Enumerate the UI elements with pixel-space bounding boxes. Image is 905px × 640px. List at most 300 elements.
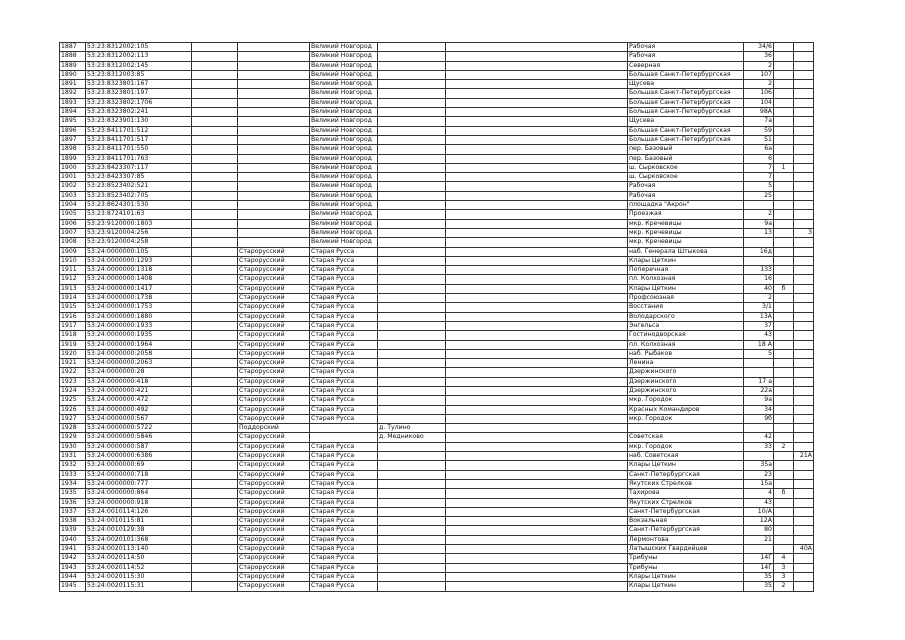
col-blank-wide-cell — [446, 228, 628, 237]
col-blank-wide-cell — [446, 117, 628, 126]
cadastral-number-cell: 53:23:8312002:113 — [86, 52, 192, 61]
table-row — [60, 89, 814, 98]
cadastral-number-cell: 53:23:8312002:145 — [86, 61, 192, 70]
extra-cell — [794, 377, 814, 386]
extra-cell — [794, 275, 814, 284]
city-cell: Великий Новгород — [310, 228, 378, 237]
table-row — [60, 526, 814, 535]
row-number-cell: 1897 — [60, 135, 86, 144]
building-cell — [774, 238, 794, 247]
col-blank-wide-cell — [446, 535, 628, 544]
table-row — [60, 470, 814, 479]
settlement-cell — [378, 135, 446, 144]
district-cell: Старорусский — [238, 470, 310, 479]
city-cell: Великий Новгород — [310, 238, 378, 247]
district-cell — [238, 80, 310, 89]
house-number-cell: 14Г — [744, 554, 774, 563]
table-row — [60, 201, 814, 210]
extra-cell — [794, 470, 814, 479]
settlement-cell: д. Тулино — [378, 424, 446, 433]
extra-cell — [794, 163, 814, 172]
col-blank-wide-cell — [446, 572, 628, 581]
building-cell — [774, 470, 794, 479]
district-cell: Старорусский — [238, 498, 310, 507]
city-cell: Старая Русса — [310, 247, 378, 256]
street-cell: Большая Санкт-Петербургская — [628, 108, 744, 117]
extra-cell: 3 — [794, 228, 814, 237]
district-cell — [238, 43, 310, 52]
district-cell — [238, 61, 310, 70]
city-cell: Старая Русса — [310, 470, 378, 479]
extra-cell — [794, 498, 814, 507]
building-cell — [774, 517, 794, 526]
house-number-cell: 10/А — [744, 507, 774, 516]
table-row — [60, 61, 814, 70]
table-row — [60, 554, 814, 563]
street-cell: пл. Колхозная — [628, 275, 744, 284]
house-number-cell: 22а — [744, 386, 774, 395]
house-number-cell: 16д — [744, 247, 774, 256]
house-number-cell: 80 — [744, 526, 774, 535]
row-number-cell: 1941 — [60, 545, 86, 554]
city-cell: Великий Новгород — [310, 80, 378, 89]
col-blank-cell — [192, 517, 238, 526]
extra-cell — [794, 89, 814, 98]
col-blank-cell — [192, 545, 238, 554]
col-blank-wide-cell — [446, 582, 628, 591]
table-row — [60, 433, 814, 442]
col-blank-cell — [192, 507, 238, 516]
district-cell: Старорусский — [238, 545, 310, 554]
building-cell — [774, 359, 794, 368]
table-row — [60, 173, 814, 182]
col-blank-wide-cell — [446, 470, 628, 479]
settlement-cell — [378, 517, 446, 526]
house-number-cell: 33 — [744, 442, 774, 451]
street-cell: Большая Санкт-Петербургская — [628, 98, 744, 107]
district-cell: Старорусский — [238, 303, 310, 312]
col-blank-cell — [192, 247, 238, 256]
extra-cell — [794, 145, 814, 154]
col-blank-wide-cell — [446, 247, 628, 256]
building-cell — [774, 340, 794, 349]
row-number-cell: 1916 — [60, 312, 86, 321]
house-number-cell: 7а — [744, 117, 774, 126]
row-number-cell: 1889 — [60, 61, 86, 70]
city-cell: Старая Русса — [310, 340, 378, 349]
district-cell: Старорусский — [238, 266, 310, 275]
col-blank-cell — [192, 461, 238, 470]
extra-cell — [794, 517, 814, 526]
settlement-cell — [378, 210, 446, 219]
col-blank-wide-cell — [446, 294, 628, 303]
house-number-cell: 9а — [744, 396, 774, 405]
settlement-cell — [378, 191, 446, 200]
street-cell: мкр. Кречевицы — [628, 238, 744, 247]
col-blank-cell — [192, 70, 238, 79]
settlement-cell — [378, 238, 446, 247]
row-number-cell: 1910 — [60, 256, 86, 265]
settlement-cell — [378, 507, 446, 516]
district-cell — [238, 89, 310, 98]
house-number-cell: 7 — [744, 163, 774, 172]
col-blank-cell — [192, 61, 238, 70]
settlement-cell — [378, 303, 446, 312]
city-cell: Великий Новгород — [310, 173, 378, 182]
district-cell: Старорусский — [238, 284, 310, 293]
col-blank-cell — [192, 489, 238, 498]
street-cell: ш. Сырковское — [628, 163, 744, 172]
table-row — [60, 256, 814, 265]
col-blank-wide-cell — [446, 173, 628, 182]
cadastral-number-cell: 53:24:0000000:1935 — [86, 331, 192, 340]
cadastral-number-cell: 53:24:0000000:421 — [86, 386, 192, 395]
col-blank-wide-cell — [446, 80, 628, 89]
cadastral-number-cell: 53:23:8312003:85 — [86, 70, 192, 79]
col-blank-wide-cell — [446, 424, 628, 433]
row-number-cell: 1902 — [60, 182, 86, 191]
house-number-cell — [744, 256, 774, 265]
house-number-cell: 34/6 — [744, 43, 774, 52]
city-cell: Старая Русса — [310, 498, 378, 507]
table-row — [60, 238, 814, 247]
street-cell: мкр. Городок — [628, 442, 744, 451]
col-blank-cell — [192, 219, 238, 228]
street-cell: Рабочая — [628, 52, 744, 61]
col-blank-cell — [192, 452, 238, 461]
extra-cell — [794, 108, 814, 117]
settlement-cell — [378, 201, 446, 210]
settlement-cell — [378, 182, 446, 191]
building-cell — [774, 98, 794, 107]
col-blank-cell — [192, 210, 238, 219]
house-number-cell: 15а — [744, 479, 774, 488]
col-blank-cell — [192, 266, 238, 275]
building-cell — [774, 535, 794, 544]
row-number-cell: 1933 — [60, 470, 86, 479]
extra-cell — [794, 489, 814, 498]
settlement-cell — [378, 349, 446, 358]
building-cell — [774, 386, 794, 395]
col-blank-wide-cell — [446, 108, 628, 117]
row-number-cell: 1896 — [60, 126, 86, 135]
col-blank-cell — [192, 572, 238, 581]
house-number-cell: 34 — [744, 405, 774, 414]
settlement-cell — [378, 284, 446, 293]
col-blank-wide-cell — [446, 312, 628, 321]
cadastral-number-cell: 53:24:0000000:1417 — [86, 284, 192, 293]
building-cell: 1 — [774, 163, 794, 172]
district-cell: Старорусский — [238, 359, 310, 368]
extra-cell — [794, 396, 814, 405]
row-number-cell: 1900 — [60, 163, 86, 172]
city-cell: Старая Русса — [310, 331, 378, 340]
table-row — [60, 163, 814, 172]
row-number-cell: 1928 — [60, 424, 86, 433]
col-blank-wide-cell — [446, 526, 628, 535]
col-blank-cell — [192, 405, 238, 414]
city-cell: Великий Новгород — [310, 108, 378, 117]
district-cell — [238, 108, 310, 117]
house-number-cell: 25 — [744, 191, 774, 200]
extra-cell — [794, 535, 814, 544]
house-number-cell: 51 — [744, 135, 774, 144]
district-cell: Старорусский — [238, 489, 310, 498]
row-number-cell: 1911 — [60, 266, 86, 275]
house-number-cell: 35а — [744, 461, 774, 470]
col-blank-cell — [192, 275, 238, 284]
city-cell: Великий Новгород — [310, 210, 378, 219]
building-cell — [774, 349, 794, 358]
col-blank-wide-cell — [446, 256, 628, 265]
city-cell: Великий Новгород — [310, 163, 378, 172]
district-cell: Старорусский — [238, 368, 310, 377]
street-cell: мкр. Кречевицы — [628, 228, 744, 237]
extra-cell — [794, 182, 814, 191]
building-cell — [774, 89, 794, 98]
col-blank-wide-cell — [446, 52, 628, 61]
row-number-cell: 1888 — [60, 52, 86, 61]
city-cell: Великий Новгород — [310, 182, 378, 191]
col-blank-wide-cell — [446, 154, 628, 163]
street-cell: Вокзальная — [628, 517, 744, 526]
district-cell: Старорусский — [238, 452, 310, 461]
table-row — [60, 424, 814, 433]
settlement-cell — [378, 470, 446, 479]
building-cell — [774, 228, 794, 237]
city-cell: Старая Русса — [310, 452, 378, 461]
extra-cell — [794, 266, 814, 275]
col-blank-wide-cell — [446, 284, 628, 293]
house-number-cell: 18 А — [744, 340, 774, 349]
extra-cell — [794, 414, 814, 423]
settlement-cell — [378, 386, 446, 395]
col-blank-wide-cell — [446, 135, 628, 144]
settlement-cell — [378, 52, 446, 61]
cadastral-number-cell: 53:23:8411701:550 — [86, 145, 192, 154]
row-number-cell: 1921 — [60, 359, 86, 368]
city-cell: Старая Русса — [310, 517, 378, 526]
row-number-cell: 1907 — [60, 228, 86, 237]
extra-cell — [794, 284, 814, 293]
house-number-cell: 43 — [744, 498, 774, 507]
building-cell — [774, 526, 794, 535]
col-blank-cell — [192, 396, 238, 405]
building-cell — [774, 396, 794, 405]
col-blank-cell — [192, 89, 238, 98]
cadastral-number-cell: 53:24:0000000:567 — [86, 414, 192, 423]
row-number-cell: 1929 — [60, 433, 86, 442]
building-cell — [774, 247, 794, 256]
district-cell: Старорусский — [238, 572, 310, 581]
district-cell: Старорусский — [238, 349, 310, 358]
settlement-cell — [378, 163, 446, 172]
district-cell: Старорусский — [238, 563, 310, 572]
extra-cell — [794, 117, 814, 126]
col-blank-wide-cell — [446, 452, 628, 461]
cadastral-number-cell: 53:23:8423307:117 — [86, 163, 192, 172]
row-number-cell: 1891 — [60, 80, 86, 89]
street-cell: Гостинодворская — [628, 331, 744, 340]
district-cell — [238, 135, 310, 144]
street-cell: Большая Санкт-Петербургская — [628, 135, 744, 144]
street-cell: Советская — [628, 433, 744, 442]
house-number-cell — [744, 201, 774, 210]
building-cell — [774, 275, 794, 284]
building-cell — [774, 303, 794, 312]
cadastral-number-cell: 53:24:0000000:1880 — [86, 312, 192, 321]
street-cell: Трибуны — [628, 554, 744, 563]
extra-cell — [794, 312, 814, 321]
row-number-cell: 1925 — [60, 396, 86, 405]
table-row — [60, 368, 814, 377]
extra-cell — [794, 247, 814, 256]
settlement-cell — [378, 452, 446, 461]
col-blank-wide-cell — [446, 331, 628, 340]
cadastral-number-cell: 53:24:0020101:368 — [86, 535, 192, 544]
settlement-cell — [378, 545, 446, 554]
col-blank-wide-cell — [446, 70, 628, 79]
street-cell: Латышских Гвардейцев — [628, 545, 744, 554]
col-blank-cell — [192, 526, 238, 535]
col-blank-wide-cell — [446, 238, 628, 247]
house-number-cell: 2 — [744, 61, 774, 70]
district-cell: Старорусский — [238, 433, 310, 442]
cadastral-number-cell: 53:23:8323801:197 — [86, 89, 192, 98]
building-cell — [774, 377, 794, 386]
extra-cell — [794, 368, 814, 377]
row-number-cell: 1924 — [60, 386, 86, 395]
table-row — [60, 52, 814, 61]
district-cell: Старорусский — [238, 275, 310, 284]
table-row — [60, 312, 814, 321]
extra-cell — [794, 479, 814, 488]
street-cell: Дзержинского — [628, 377, 744, 386]
building-cell: 2 — [774, 442, 794, 451]
building-cell — [774, 331, 794, 340]
table-row — [60, 43, 814, 52]
street-cell: Клары Цеткин — [628, 582, 744, 591]
district-cell — [238, 145, 310, 154]
col-blank-wide-cell — [446, 507, 628, 516]
row-number-cell: 1917 — [60, 321, 86, 330]
col-blank-cell — [192, 256, 238, 265]
col-blank-cell — [192, 173, 238, 182]
extra-cell — [794, 219, 814, 228]
street-cell: мкр. Городок — [628, 414, 744, 423]
district-cell: Старорусский — [238, 526, 310, 535]
row-number-cell: 1935 — [60, 489, 86, 498]
cadastral-number-cell: 53:24:0000000:1753 — [86, 303, 192, 312]
table-row — [60, 247, 814, 256]
col-blank-wide-cell — [446, 461, 628, 470]
extra-cell — [794, 507, 814, 516]
row-number-cell: 1927 — [60, 414, 86, 423]
district-cell: Старорусский — [238, 331, 310, 340]
col-blank-cell — [192, 303, 238, 312]
col-blank-cell — [192, 535, 238, 544]
col-blank-cell — [192, 470, 238, 479]
extra-cell — [794, 80, 814, 89]
row-number-cell: 1901 — [60, 173, 86, 182]
col-blank-cell — [192, 349, 238, 358]
city-cell: Старая Русса — [310, 303, 378, 312]
house-number-cell: 3/1 — [744, 303, 774, 312]
table-row — [60, 126, 814, 135]
table-row — [60, 135, 814, 144]
house-number-cell: 133 — [744, 266, 774, 275]
city-cell: Старая Русса — [310, 275, 378, 284]
col-blank-cell — [192, 433, 238, 442]
settlement-cell — [378, 108, 446, 117]
settlement-cell — [378, 377, 446, 386]
city-cell: Старая Русса — [310, 582, 378, 591]
cadastral-number-cell: 53:23:8724101:63 — [86, 210, 192, 219]
row-number-cell: 1915 — [60, 303, 86, 312]
cadastral-number-cell: 53:24:0020115:31 — [86, 582, 192, 591]
house-number-cell: 106 — [744, 89, 774, 98]
settlement-cell — [378, 359, 446, 368]
cadastral-number-cell: 53:23:8523402:521 — [86, 182, 192, 191]
col-blank-cell — [192, 145, 238, 154]
district-cell — [238, 228, 310, 237]
settlement-cell — [378, 247, 446, 256]
settlement-cell — [378, 340, 446, 349]
building-cell — [774, 424, 794, 433]
street-cell: Рабочая — [628, 191, 744, 200]
street-cell: Рабочая — [628, 182, 744, 191]
cadastral-number-cell: 53:24:0000000:6386 — [86, 452, 192, 461]
settlement-cell — [378, 563, 446, 572]
district-cell: Старорусский — [238, 386, 310, 395]
cadastral-number-cell: 53:23:9120004:256 — [86, 228, 192, 237]
col-blank-cell — [192, 117, 238, 126]
city-cell: Старая Русса — [310, 349, 378, 358]
col-blank-wide-cell — [446, 563, 628, 572]
street-cell: пл. Колхозная — [628, 340, 744, 349]
settlement-cell — [378, 219, 446, 228]
district-cell — [238, 70, 310, 79]
street-cell: Володарского — [628, 312, 744, 321]
col-blank-wide-cell — [446, 359, 628, 368]
city-cell: Великий Новгород — [310, 126, 378, 135]
settlement-cell — [378, 117, 446, 126]
row-number-cell: 1909 — [60, 247, 86, 256]
street-cell: Трибуны — [628, 563, 744, 572]
city-cell: Великий Новгород — [310, 98, 378, 107]
table-row — [60, 331, 814, 340]
extra-cell — [794, 321, 814, 330]
row-number-cell: 1887 — [60, 43, 86, 52]
city-cell: Старая Русса — [310, 414, 378, 423]
extra-cell — [794, 572, 814, 581]
house-number-cell: 5 — [744, 349, 774, 358]
row-number-cell: 1938 — [60, 517, 86, 526]
extra-cell: 21А — [794, 452, 814, 461]
col-blank-wide-cell — [446, 191, 628, 200]
house-number-cell: 36 — [744, 52, 774, 61]
col-blank-cell — [192, 228, 238, 237]
col-blank-cell — [192, 424, 238, 433]
table-row — [60, 321, 814, 330]
street-cell: ш. Сырковское — [628, 173, 744, 182]
table-row — [60, 452, 814, 461]
settlement-cell — [378, 572, 446, 581]
extra-cell — [794, 461, 814, 470]
row-number-cell: 1898 — [60, 145, 86, 154]
extra-cell — [794, 359, 814, 368]
col-blank-cell — [192, 126, 238, 135]
